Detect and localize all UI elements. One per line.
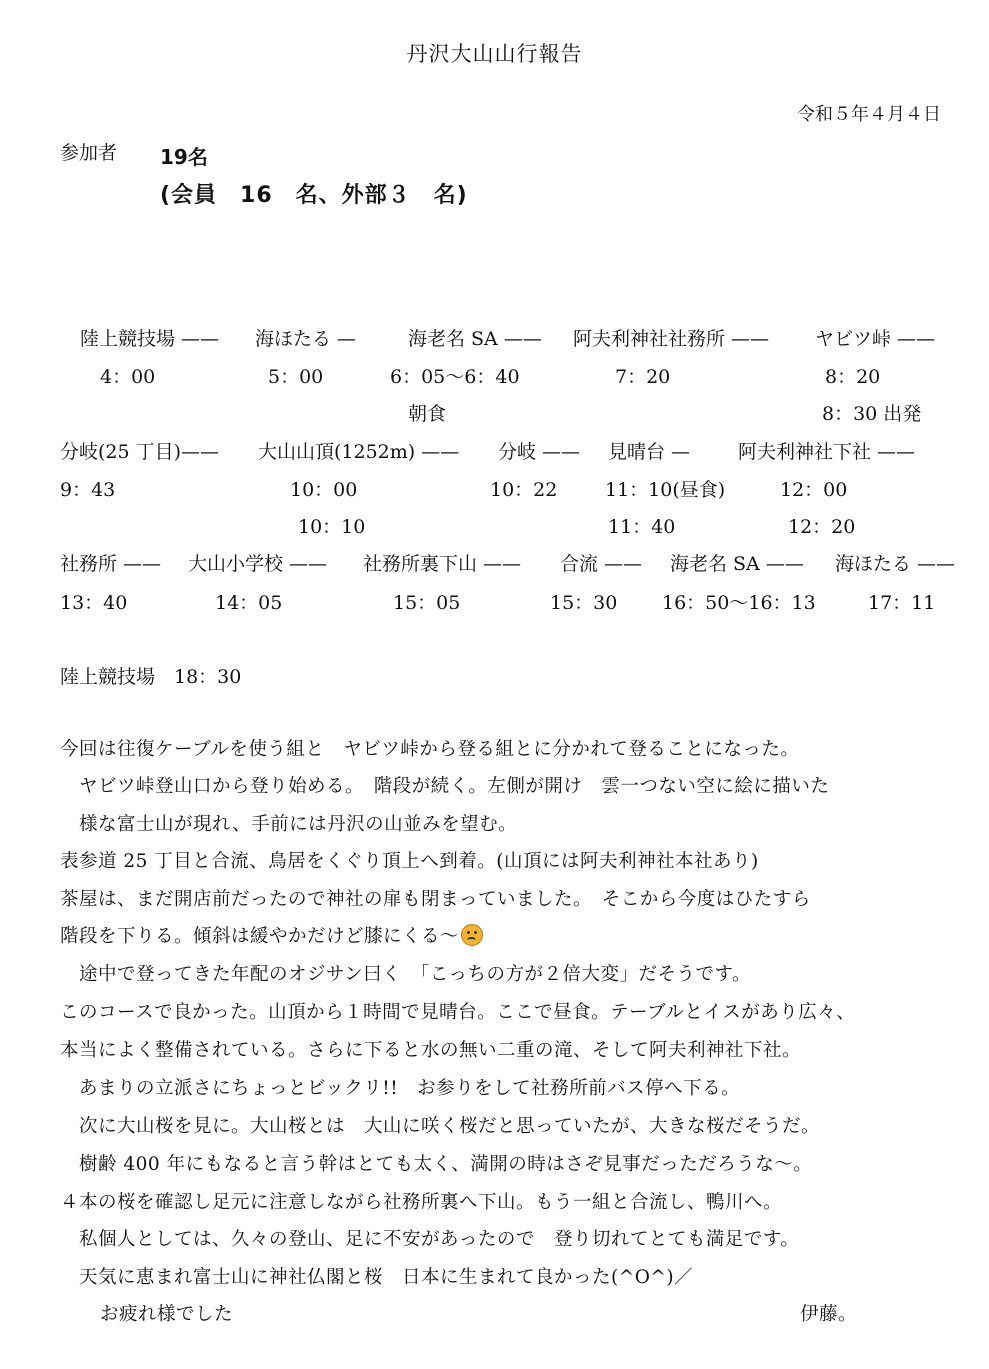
stop-time: 8：20	[825, 366, 881, 388]
participants-count: 19名	[160, 145, 208, 169]
stop-place: 海老名 SA ——	[408, 328, 542, 350]
stop-time: 7：20	[615, 366, 671, 388]
stop-time-2: 11：40	[608, 516, 676, 538]
report-line: 天気に恵まれ富士山に神社仏閣と桜 日本に生まれて良かった(^O^)／	[60, 1267, 694, 1288]
stop-time-2: 12：20	[788, 516, 856, 538]
stop-time-2: 10：10	[298, 516, 366, 538]
stop-place: 海ほたる —	[255, 328, 357, 350]
report-line: 私個人としては、久々の登山、足に不安があったので 登り切れてとても満足です。	[60, 1229, 800, 1250]
stop-place: 社務所裏下山 ——	[363, 553, 522, 575]
report-line-with-emoji	[60, 922, 483, 948]
report-line: 樹齢 400 年にもなると言う幹はとても太く、満開の時はさぞ見事だっただろうな～。	[60, 1154, 813, 1175]
participants-label: 参加者	[60, 142, 118, 164]
report-line: 階段を下りる。傾斜は緩やかだけど膝にくる～	[60, 926, 460, 947]
report-line: 途中で登ってきた年配のオジサン曰く 「こっちの方が２倍大変」だそうです。	[60, 964, 751, 985]
stop-place: 海ほたる ——	[835, 553, 956, 575]
stop-time: 12：00	[780, 479, 848, 501]
stop-place: 海老名 SA ——	[670, 553, 804, 575]
report-line: 今回は往復ケーブルを使う組と ヤビツ峠から登る組とに分かれて登ることになった。	[60, 739, 800, 760]
stop-place: 分岐(25 丁目)——	[60, 441, 220, 463]
stop-note: 朝食	[408, 403, 447, 425]
stop-place: 阿夫利神社社務所 ——	[573, 328, 770, 350]
stop-time: 9：43	[60, 479, 116, 501]
final-arrival: 陸上競技場 18：30	[60, 666, 242, 688]
sad-face-icon	[461, 924, 483, 946]
participants-detail: (会員 16 名、外部３ 名)	[160, 183, 468, 208]
stop-time: 15：05	[393, 592, 461, 614]
report-line: ４本の桜を確認し足元に注意しながら社務所裏へ下山。もう一組と合流し、鴨川へ。	[60, 1192, 783, 1213]
report-title: 丹沢大山山行報告	[406, 42, 583, 66]
report-line: 本当によく整備されている。さらに下ると水の無い二重の滝、そして阿夫利神社下社。	[60, 1040, 802, 1061]
stop-place: 阿夫利神社下社 ——	[738, 441, 916, 463]
stop-place: 分岐 ——	[498, 441, 581, 463]
stop-place: 見晴台 —	[608, 441, 691, 463]
report-line: 次に大山桜を見に。大山桜とは 大山に咲く桜だと思っていたが、大きな桜だそうだ。	[60, 1116, 821, 1137]
stop-time: 6：05～6：40	[390, 366, 520, 388]
report-line: このコースで良かった。山頂から１時間で見晴台。ここで昼食。テーブルとイスがあり広々、	[60, 1002, 856, 1023]
stop-time: 11：10(昼食)	[605, 479, 726, 501]
stop-time: 4：00	[100, 366, 156, 388]
stop-time: 14：05	[215, 592, 283, 614]
report-date: 令和５年４月４日	[797, 104, 941, 125]
report-line: 様な富士山が現れ、手前には丹沢の山並みを望む。	[60, 814, 518, 835]
report-line: あまりの立派さにちょっとビックリ!! お参りをして社務所前バス停へ下る。	[60, 1078, 741, 1099]
stop-time: 5：00	[268, 366, 324, 388]
stop-time: 10：00	[290, 479, 358, 501]
stop-time: 13：40	[60, 592, 128, 614]
stop-place: 大山山頂(1252m) ——	[258, 441, 460, 463]
author-signature: 伊藤。	[800, 1304, 858, 1325]
stop-place: ヤビツ峠 ——	[815, 328, 936, 350]
stop-time: 15：30	[550, 592, 618, 614]
stop-time: 16：50～16：13	[662, 592, 816, 614]
report-line: 表参道 25 丁目と合流、鳥居をくぐり頂上へ到着。(山頂には阿夫利神社本社あり)	[60, 851, 759, 872]
stop-time: 10：22	[490, 479, 558, 501]
stop-note: 8：30 出発	[822, 403, 922, 425]
stop-time: 17：11	[868, 592, 936, 614]
stop-place: 社務所 ——	[60, 553, 162, 575]
closing-text: お疲れ様でした	[100, 1304, 234, 1325]
report-line: 茶屋は、まだ開店前だったので神社の扉も閉まっていました。 そこから今度はひたすら	[60, 889, 811, 910]
stop-place: 大山小学校 ——	[188, 553, 328, 575]
report-line: ヤビツ峠登山口から登り始める。 階段が続く。左側が開け 雲一つない空に絵に描いた	[60, 776, 830, 797]
stop-place: 合流 ——	[560, 553, 643, 575]
stop-place: 陸上競技場 ——	[80, 328, 220, 350]
